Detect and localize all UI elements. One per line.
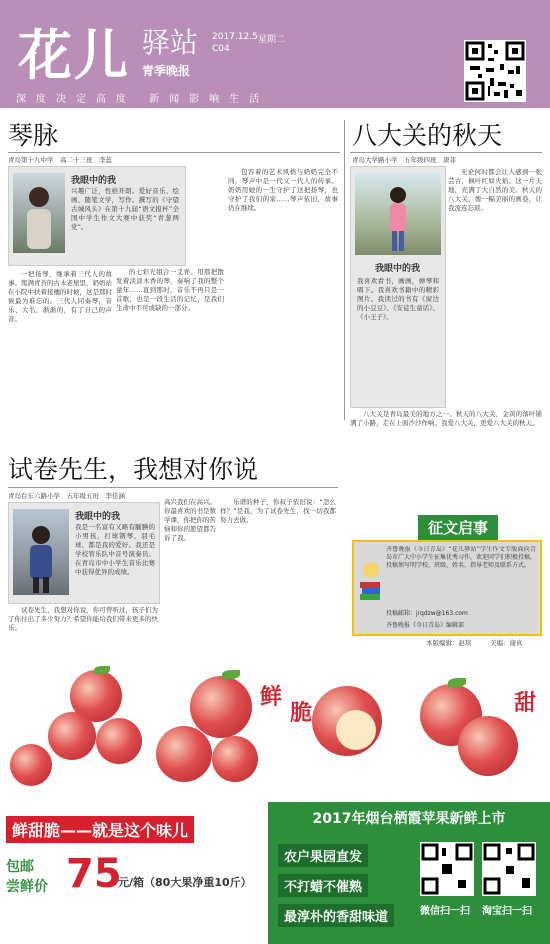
masthead-logo: 花儿 [18,23,130,87]
taobao-scan-label: 淘宝扫一扫 [482,906,532,917]
notice-text: 齐鲁晚报《今日青岛》“花儿驿站”学生作文专版面向青岛市广大中小学生征集优秀习作，欢迎同学们积极投稿，投稿须写明学校、班级、姓名、指导老师及联系方式。 [386,546,536,569]
leaf-icon [222,670,240,679]
page-number: C04 [212,44,230,54]
wechat-qr-icon [420,842,474,896]
article-byline: 青岛台东六路小学 五年级五班 李佳涵 [8,492,125,500]
author-intro-box [8,502,160,604]
ad-point-2: 不打蜡不催熟 [278,874,368,897]
apple-image [96,718,142,764]
intro-text: 我喜欢看书，画画，弹琴和唱下。我喜欢书籍中的精彩图片。我读过的书有《窗边的小豆豆》、《安徒生童话》、《小王子》。 [357,277,439,322]
email-value: jrqdzw@163.com [416,610,468,617]
column-name: 驿站 [142,26,199,59]
apple-image [10,744,52,786]
notice-box [352,540,542,636]
side-char-crisp: 脆 [290,700,313,726]
article-body-col2-top [190,168,224,264]
article-body-col3: 试卷先生，我想对你说，你可曾听过，孩子们为了你付出了多少努力？希望你能给我们带来更多的快乐。 [8,606,158,633]
ad-banner-title: 2017年烟台栖霞苹果新鲜上市 [312,811,506,827]
ad-point-3: 最淳朴的香甜味道 [278,904,394,927]
article-title-qinmai: 琴脉 [8,121,59,150]
intro-text: 兴趣广泛，性格开朗。爱好音乐、绘画、随笔文学，写作。撰写的《守望古城风头》在第十九届“语文报杯”全国中学生作文大赛中获奖“青葱两党”。 [71,187,179,232]
article-byline: 青岛大学路小学 五年级四班 唐菲 [352,156,456,164]
article-body-col1: 一把扬琴，继承着三代人的故事。爬满青苔的古木老屋里，奶奶站在小院中扶着接穗的时候，这是那时候最为难忘的。三代人同奏琴，音乐、大名，渐渐的，有了自己的声音。 [8,270,112,324]
article-body-col1: 高兴我们在高兴。你最喜欢的书是数学课，你把你的苦恼和你的愿望都告诉了我。 [164,498,216,543]
email-label: 投稿邮箱： [386,610,417,617]
ad-slogan: 鲜甜脆——就是这个味儿 [6,816,194,843]
author-photo [13,173,65,253]
intro-label: 我眼中的我 [375,264,421,274]
qr-code-icon [464,40,526,102]
masthead-tagline: 深度决定高度 新闻影响生活 [16,94,270,105]
apple-image [156,726,212,782]
issue-date: 2017.12.5 [212,32,258,42]
author-photo [13,509,69,595]
article-body-col1: 无论何时都会让人感到一张芸古，枫叶红如火焰。这一片天地，充满了大自然的美。秋天的八大关，像一幅美丽的画卷，让我流连忘返。 [448,168,542,213]
divider [8,487,338,488]
leaf-icon [94,666,110,674]
free-shipping-label: 包邮 [6,859,34,875]
divider [350,152,542,153]
apple-image [458,716,518,776]
article-body-col3: 包容着的艺术风格与奶奶完全不同，琴声中是一代又一代人的传承。奶奶用她的一生守护了这把扬琴，也守护了我们的家……琴声依旧，故事仍在继续。 [228,168,338,213]
editor-credit: 本版编辑：赵琰 [426,639,472,647]
intro-label: 我眼中的我 [75,512,121,522]
ad-green-panel [268,802,550,944]
divider [8,152,340,153]
designer-credit: 美编：谢真 [490,639,523,647]
article-body-col2: 乐谱的种子，你叔子依旧说：“怎么样？”是我，为了试卷先生，找一切我都努力去做。 [220,498,336,525]
side-char-sweet: 甜 [514,690,537,716]
leaf-icon [448,678,466,687]
taobao-qr-icon [482,842,536,896]
ad-point-1: 农户果园直发 [278,844,368,867]
notice-footer: 齐鲁晚报《今日青岛》编辑部 [386,622,465,629]
intro-label: 我眼中的我 [71,176,117,186]
issue-weekday: 星期二 [258,35,286,45]
article-byline: 青岛第十九中学 高二十三班 李蕊 [8,156,112,164]
apple-image [212,736,258,782]
author-photo [355,173,441,255]
article-body-col2: 八大关是青岛最美的地方之一。秋天的八大关，金黄的落叶铺满了小路，走在上面沙沙作响。我爱八大关，更爱八大关的秋天。 [350,410,542,428]
apple-image [48,712,96,760]
column-divider [344,120,345,420]
taste-price-label: 尝鲜价 [6,879,48,895]
wechat-scan-label: 微信扫一扫 [420,906,470,917]
apple-image [190,676,252,738]
price-value: 75 [66,851,122,897]
side-char-fresh: 鲜 [260,684,283,710]
notice-email [386,608,468,617]
article-title-badaguan: 八大关的秋天 [352,121,503,150]
apple-slice [336,710,376,750]
apple-advertisement [0,656,550,944]
price-unit: 元/箱（80大果净重10斤） [118,876,252,889]
author-intro-box [350,166,446,408]
author-intro-box [8,166,186,266]
books-icon [358,548,384,608]
article-body-col2: 的七彩光组合一爻弄。用那把散发着淡淡木香的琴，奏响了我的整个童年……直到那时，音乐不再只是一首歌，也是一段生活的记忆，是我们生命中不可或缺的一部分。 [116,268,224,313]
article-title-shijuan: 试卷先生，我想对你说 [8,455,259,484]
notice-title: 征文启事 [418,515,498,540]
paper-name: 青季晚报 [142,64,191,78]
intro-text: 我是一名富有又略有腼腆的小男孩，打球钢琴、羽毛球、都是我的爱好。我还是学校管乐队中音号演奏员。在青岛市中小学生音乐比赛中获得优异的成绩。 [75,523,155,577]
masthead [0,0,550,108]
